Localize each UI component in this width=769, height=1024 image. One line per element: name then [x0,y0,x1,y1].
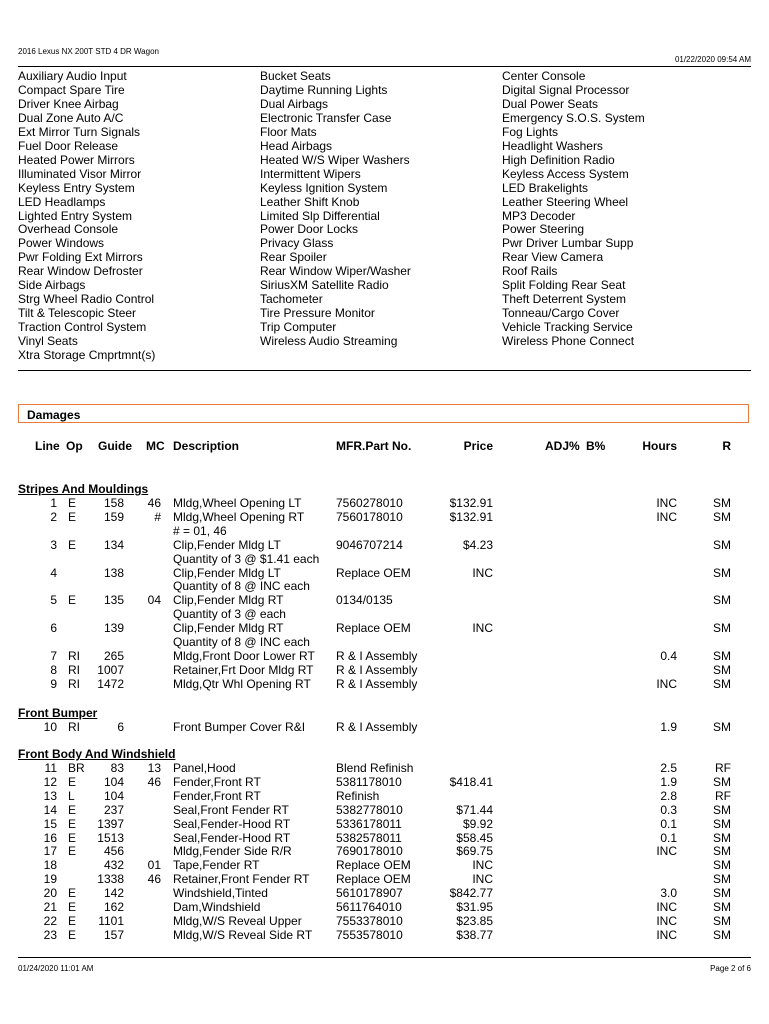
cell-hours: INC [656,927,677,942]
cell-price: $69.75 [456,844,493,859]
cell-guide: 1397 [97,816,124,831]
cell-desc: Quantity of 8 @ INC each [173,579,310,594]
cell-line: 2 [50,509,57,524]
cell-line: 10 [43,720,57,734]
option-item: Keyless Ignition System [260,180,388,195]
col-header-r: R [722,439,731,453]
cell-op: E [68,593,77,608]
table-row [0,789,769,803]
cell-part: Replace OEM [336,565,411,580]
cell-price: $418.41 [449,774,493,789]
cell-part: 0134/0135 [336,593,393,608]
cell-line: 8 [50,662,57,677]
cell-line: 4 [50,565,57,580]
cell-part: R & I Assembly [336,676,418,691]
cell-op: RI [68,648,80,663]
cell-desc: Mldg,Wheel Opening LT [173,496,302,510]
cell-hours: 2.5 [660,761,677,775]
cell-line: 5 [50,593,57,608]
option-item: Roof Rails [502,264,558,279]
cell-mc: 46 [147,774,161,789]
cell-part: Replace OEM [336,621,411,636]
option-item: Rear Window Wiper/Washer [260,264,411,279]
cell-part: Refinish [336,788,380,803]
cell-line: 23 [43,927,57,942]
table-row [0,566,769,580]
table-row [0,914,769,928]
cell-price: $58.45 [456,830,493,845]
option-item: Illuminated Visor Mirror [18,166,142,181]
table-row [0,496,769,510]
option-item: Headlight Washers [502,138,603,153]
option-item: Keyless Entry System [18,180,135,195]
cell-guide: 162 [103,900,124,914]
option-item: Vinyl Seats [18,334,78,349]
table-row [0,538,769,552]
cell-part: 5336178011 [336,816,402,831]
cell-line: 3 [50,537,57,552]
option-item: Pwr Driver Lumbar Supp [502,236,634,251]
option-item: Trip Computer [260,320,337,335]
cell-desc: Mldg,Fender Side R/R [173,844,292,859]
cell-part: 5381178010 [336,774,402,789]
cell-desc: Quantity of 3 @ each [173,607,286,622]
cell-mc: 46 [147,496,161,510]
cell-guide: 432 [103,858,124,873]
cell-desc: Clip,Fender Mldg LT [173,565,281,580]
cell-desc: Seal,Front Fender RT [173,802,289,817]
cell-r: RF [715,761,731,775]
option-item: Compact Spare Tire [18,82,125,97]
cell-desc: Panel,Hood [173,761,236,775]
cell-r: SM [713,900,731,914]
cell-desc: Fender,Front RT [173,774,261,789]
table-row [0,858,769,872]
option-item: Power Door Locks [260,222,359,237]
cell-guide: 134 [103,537,124,552]
option-item: High Definition Radio [502,152,615,167]
cell-r: SM [713,662,731,677]
table-row [0,817,769,831]
cell-r: SM [713,927,731,942]
cell-op: E [68,802,77,817]
cell-line: 22 [43,913,57,928]
cell-op: E [68,913,77,928]
page-number: Page 2 of 6 [710,964,751,973]
option-item: Bucket Seats [260,69,331,83]
option-item: Wireless Audio Streaming [260,334,398,349]
option-item: Pwr Folding Ext Mirrors [18,250,143,265]
cell-desc: Seal,Fender-Hood RT [173,816,291,831]
cell-price: $71.44 [456,802,493,817]
table-row [0,928,769,942]
cell-r: SM [713,886,731,901]
option-item: Center Console [502,69,586,83]
option-item: Xtra Storage Cmprtmnt(s) [18,348,156,363]
cell-guide: 157 [103,927,124,942]
cell-guide: 1472 [97,676,124,691]
option-item: Tonneau/Cargo Cover [502,306,620,321]
damages-section-header: Damages [18,404,749,423]
cell-part: R & I Assembly [336,720,418,734]
cell-r: SM [713,648,731,663]
cell-line: 16 [43,830,57,845]
option-item: Wireless Phone Connect [502,334,635,349]
cell-line: 1 [50,496,57,510]
cell-r: SM [713,509,731,524]
cell-op: BR [68,761,85,775]
cell-part: Replace OEM [336,872,411,887]
option-item: Fog Lights [502,124,559,139]
option-item: MP3 Decoder [502,208,576,223]
option-item: Leather Steering Wheel [502,194,629,209]
cell-guide: 237 [103,802,124,817]
option-item: Power Steering [502,222,585,237]
option-item: Power Windows [18,236,105,251]
cell-mc: 13 [147,761,161,775]
cell-part: 5610178907 [336,886,403,901]
cell-hours: 0.1 [660,816,677,831]
print-datetime: 01/22/2020 09:54 AM [674,55,751,64]
cell-hours: INC [656,844,677,859]
cell-part: 7690178010 [336,844,403,859]
cell-line: 17 [43,844,57,859]
option-item: Fuel Door Release [18,138,119,153]
cell-desc: Mldg,Front Door Lower RT [173,648,315,663]
cell-r: SM [713,676,731,691]
cell-op: L [68,788,75,803]
cell-hours: INC [656,509,677,524]
cell-desc: Mldg,W/S Reveal Side RT [173,927,313,942]
table-row [0,761,769,775]
cell-price: $132.91 [449,509,493,524]
cell-price: $38.77 [456,927,493,942]
cell-desc: Windshield,Tinted [173,886,268,901]
cell-op: E [68,844,77,859]
cell-op: E [68,900,77,914]
option-item: Vehicle Tracking Service [502,320,633,335]
cell-part: 7553378010 [336,913,403,928]
cell-r: SM [713,844,731,859]
cell-guide: 1338 [97,872,124,887]
cell-hours: 3.0 [660,886,677,901]
cell-desc: Retainer,Front Fender RT [173,872,310,887]
cell-guide: 142 [103,886,124,901]
option-item: Emergency S.O.S. System [502,110,645,125]
table-row [0,579,769,593]
table-row [0,872,769,886]
cell-desc: Quantity of 3 @ $1.41 each [173,551,320,566]
cell-guide: 104 [103,788,124,803]
footer-datetime: 01/24/2020 11:01 AM [18,964,94,973]
table-row [0,775,769,789]
cell-line: 6 [50,621,57,636]
cell-price: $842.77 [449,886,493,901]
cell-hours: INC [656,496,677,510]
table-row [0,510,769,524]
cell-desc: # = 01, 46 [173,523,227,538]
table-row [0,831,769,845]
table-row [0,720,769,734]
footer-divider [18,957,751,958]
cell-part: R & I Assembly [336,662,418,677]
cell-r: SM [713,720,731,734]
option-item: Dual Zone Auto A/C [18,110,124,125]
cell-desc: Retainer,Frt Door Mldg RT [173,662,314,677]
cell-guide: 6 [117,720,124,734]
cell-guide: 139 [103,621,124,636]
option-item: Daytime Running Lights [260,82,388,97]
options-divider [18,370,751,371]
cell-op: E [68,509,77,524]
option-item: Dual Airbags [260,96,329,111]
option-item: Rear Window Defroster [18,264,143,279]
cell-r: SM [713,565,731,580]
cell-r: SM [713,802,731,817]
option-item: Limited Slp Differential [260,208,380,223]
cell-guide: 135 [103,593,124,608]
option-item: Head Airbags [260,138,333,153]
cell-op: RI [68,662,80,677]
cell-r: SM [713,774,731,789]
cell-desc: Seal,Fender-Hood RT [173,830,291,845]
table-row [0,663,769,677]
cell-part: Blend Refinish [336,761,414,775]
option-item: LED Brakelights [502,180,589,195]
cell-desc: Clip,Fender Mldg RT [173,621,284,636]
option-item: Traction Control System [18,320,147,335]
cell-guide: 158 [103,496,124,510]
table-row [0,900,769,914]
cell-desc: Mldg,Qtr Whl Opening RT [173,676,311,691]
option-item: Tire Pressure Monitor [260,306,375,321]
cell-hours: 1.9 [660,720,677,734]
option-item: Ext Mirror Turn Signals [18,124,141,139]
cell-part: Replace OEM [336,858,411,873]
cell-r: SM [713,496,731,510]
col-header-adj: ADJ% [545,439,580,453]
cell-price: INC [472,872,493,887]
cell-op: E [68,830,77,845]
cell-price: $9.92 [462,816,493,831]
option-item: Privacy Glass [260,236,334,251]
cell-hours: INC [656,900,677,914]
cell-line: 13 [43,788,57,803]
cell-desc: Fender,Front RT [173,788,261,803]
option-item: LED Headlamps [18,194,106,209]
cell-desc: Front Bumper Cover R&I [173,720,306,734]
cell-guide: 104 [103,774,124,789]
section-title: Front Body And Windshield [18,747,176,761]
cell-op: E [68,816,77,831]
col-header-guide: Guide [98,439,133,453]
cell-mc: 04 [147,593,161,608]
cell-guide: 1007 [97,662,124,677]
cell-line: 7 [50,648,57,663]
cell-price: $4.23 [462,537,493,552]
option-item: Dual Power Seats [502,96,599,111]
cell-part: 5382778010 [336,802,403,817]
table-row [0,677,769,691]
cell-line: 12 [43,774,57,789]
cell-hours: INC [656,913,677,928]
table-row [0,607,769,621]
section-title: Stripes And Mouldings [18,482,149,496]
option-item: Intermittent Wipers [260,166,361,181]
cell-r: SM [713,621,731,636]
option-item: Strg Wheel Radio Control [18,292,155,307]
cell-guide: 1101 [98,913,124,928]
cell-price: INC [472,858,493,873]
cell-guide: 1513 [97,830,124,845]
cell-guide: 265 [103,648,124,663]
cell-op: RI [68,676,80,691]
cell-r: SM [713,830,731,845]
option-item: Side Airbags [18,278,86,293]
col-header-description: Description [173,439,240,453]
cell-desc: Mldg,Wheel Opening RT [173,509,305,524]
cell-price: INC [472,565,493,580]
option-item: Leather Shift Knob [260,194,360,209]
col-header-hours: Hours [642,439,677,453]
col-header-part-no: MFR.Part No. [336,439,412,453]
option-item: Lighted Entry System [18,208,133,223]
cell-price: $132.91 [449,496,493,510]
table-row [0,635,769,649]
option-item: Heated Power Mirrors [18,152,135,167]
cell-line: 15 [43,816,57,831]
cell-r: SM [713,872,731,887]
cell-part: 7560278010 [336,496,403,510]
table-row [0,844,769,858]
cell-part: 5611764010 [336,900,402,914]
option-item: Overhead Console [18,222,119,237]
cell-line: 11 [44,761,57,775]
option-item: Split Folding Rear Seat [502,278,626,293]
cell-r: SM [713,913,731,928]
cell-hours: 2.8 [660,788,677,803]
cell-hours: 0.4 [660,648,677,663]
cell-line: 9 [50,676,57,691]
header-divider [18,66,751,67]
table-row [0,803,769,817]
cell-price: $31.95 [456,900,493,914]
table-row [0,552,769,566]
cell-desc: Clip,Fender Mldg LT [173,537,281,552]
table-row [0,621,769,635]
col-header-price: Price [463,439,493,453]
cell-op: RI [68,720,80,734]
cell-op: E [68,886,77,901]
cell-part: 7560178010 [336,509,403,524]
cell-op: E [68,496,77,510]
vehicle-title: 2016 Lexus NX 200T STD 4 DR Wagon [18,47,159,56]
cell-guide: 159 [103,509,124,524]
cell-part: 7553578010 [336,927,403,942]
options-column-1 [18,70,155,363]
options-column-2 [260,70,411,349]
cell-hours: 0.1 [660,830,677,845]
table-row [0,649,769,663]
cell-part: 9046707214 [336,537,403,552]
cell-guide: 456 [103,844,124,859]
cell-op: E [68,927,77,942]
option-item: Floor Mats [260,124,317,139]
cell-mc: 46 [147,872,161,887]
section-title: Front Bumper [18,706,98,720]
col-header-b-percent: B% [586,439,606,453]
cell-guide: 83 [110,761,124,775]
option-item: Keyless Access System [502,166,629,181]
cell-desc: Clip,Fender Mldg RT [173,593,284,608]
col-header-op: Op [66,439,83,453]
option-item: Electronic Transfer Case [260,110,392,125]
cell-part: 5382578011 [336,830,402,845]
cell-op: E [68,774,77,789]
cell-desc: Tape,Fender RT [173,858,260,873]
cell-r: SM [713,858,731,873]
option-item: Auxiliary Audio Input [18,69,127,83]
cell-price: INC [472,621,493,636]
option-item: Heated W/S Wiper Washers [260,152,410,167]
option-item: Rear View Camera [502,250,604,265]
cell-r: SM [713,816,731,831]
table-row [0,886,769,900]
cell-mc: # [154,509,161,524]
option-item: SiriusXM Satellite Radio [260,278,389,293]
cell-hours: 1.9 [660,774,677,789]
option-item: Theft Deterrent System [502,292,627,307]
cell-r: SM [713,537,731,552]
option-item: Driver Knee Airbag [18,96,119,111]
option-item: Rear Spoiler [260,250,327,265]
cell-line: 18 [43,858,57,873]
table-row [0,593,769,607]
options-column-3 [502,70,645,349]
cell-hours: 0.3 [660,802,677,817]
cell-guide: 138 [103,565,124,580]
cell-desc: Dam,Windshield [173,900,261,914]
cell-desc: Quantity of 8 @ INC each [173,635,310,649]
cell-line: 19 [43,872,57,887]
cell-line: 21 [43,900,57,914]
cell-line: 20 [43,886,57,901]
table-row [0,524,769,538]
cell-mc: 01 [147,858,161,873]
cell-desc: Mldg,W/S Reveal Upper [173,913,302,928]
cell-line: 14 [43,802,57,817]
cell-price: $23.85 [456,913,493,928]
option-item: Tachometer [260,292,323,307]
col-header-mc: MC [146,439,165,453]
option-item: Tilt & Telescopic Steer [18,306,137,321]
option-item: Digital Signal Processor [502,82,630,97]
cell-hours: INC [656,676,677,691]
cell-op: E [68,537,77,552]
col-header-line: Line [35,439,60,453]
cell-part: R & I Assembly [336,648,418,663]
cell-r: RF [715,788,731,803]
cell-r: SM [713,593,731,608]
